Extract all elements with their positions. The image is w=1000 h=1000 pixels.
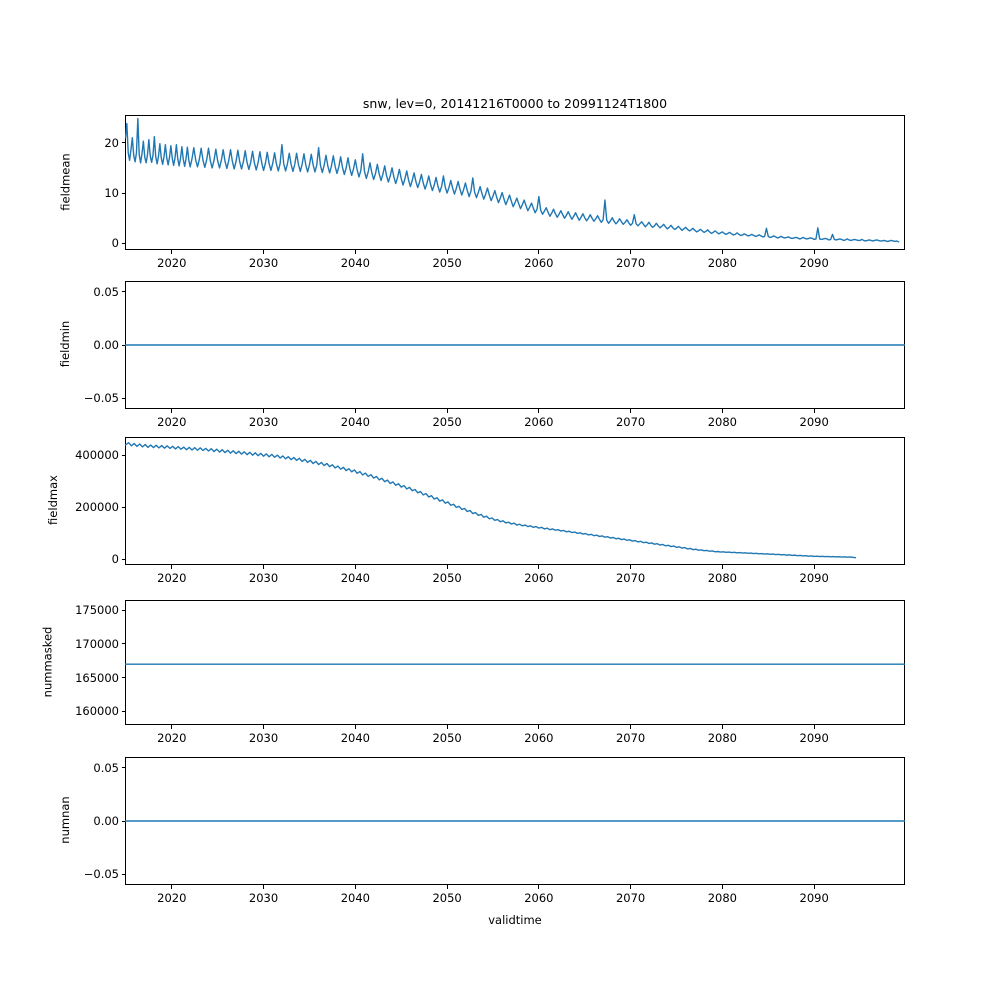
y-tick-mark: [122, 821, 126, 822]
y-tick-label: −0.05: [83, 391, 119, 406]
y-tick-mark: [122, 142, 126, 143]
data-line-numnan: [125, 757, 905, 885]
x-tick-label: 2090: [799, 415, 829, 429]
subplot-nummasked: [40, 600, 905, 745]
y-tick-label: 175000: [75, 603, 119, 618]
x-tick-label: 2060: [524, 256, 554, 270]
figure-title: snw, lev=0, 20141216T0000 to 20991124T1800: [362, 96, 668, 111]
y-tick-label: 200000: [75, 500, 119, 515]
x-tick-mark: [263, 409, 264, 413]
x-tick-mark: [722, 409, 723, 413]
subplot-fieldmin: [58, 281, 905, 429]
y-tick-mark: [122, 559, 126, 560]
x-tick-mark: [355, 885, 356, 889]
x-tick-mark: [263, 565, 264, 569]
x-tick-mark: [447, 565, 448, 569]
x-tick-label: 2060: [524, 731, 554, 745]
x-tick-label: 2050: [432, 415, 462, 429]
x-tick-mark: [814, 409, 815, 413]
y-axis-label: numnan: [58, 796, 72, 844]
x-tick-mark: [814, 885, 815, 889]
x-tick-mark: [722, 250, 723, 254]
y-tick-label: 0: [111, 236, 119, 251]
x-tick-label: 2070: [615, 571, 646, 585]
x-tick-label: 2040: [340, 571, 370, 585]
x-tick-mark: [447, 885, 448, 889]
x-tick-label: 2070: [615, 731, 646, 745]
x-tick-mark: [447, 409, 448, 413]
x-tick-label: 2020: [157, 731, 187, 745]
y-tick-mark: [122, 610, 126, 611]
x-tick-label: 2050: [432, 256, 462, 270]
y-tick-label: 20: [104, 135, 119, 150]
subplot-fieldmean: [58, 115, 905, 270]
x-axis-label: validtime: [488, 913, 542, 927]
x-tick-label: 2040: [340, 731, 370, 745]
y-tick-mark: [122, 874, 126, 875]
y-tick-label: 0.05: [93, 284, 119, 299]
subplot-numnan: [58, 757, 905, 927]
x-tick-label: 2020: [157, 256, 187, 270]
x-tick-mark: [263, 250, 264, 254]
data-line-fieldmax: [125, 437, 905, 565]
x-tick-label: 2070: [615, 415, 646, 429]
y-tick-mark: [122, 455, 126, 456]
x-tick-mark: [355, 250, 356, 254]
x-tick-mark: [630, 565, 631, 569]
x-tick-mark: [171, 885, 172, 889]
y-tick-label: 0: [111, 552, 119, 567]
y-tick-mark: [122, 291, 126, 292]
x-tick-mark: [722, 885, 723, 889]
x-tick-label: 2060: [524, 891, 554, 905]
y-axis-label: fieldmax: [46, 475, 60, 525]
y-tick-label: 0.05: [93, 760, 119, 775]
y-tick-label: 160000: [75, 704, 119, 719]
y-axis-label: fieldmean: [58, 152, 72, 211]
subplot-fieldmax: [46, 437, 905, 585]
y-tick-mark: [122, 243, 126, 244]
x-tick-label: 2090: [799, 731, 829, 745]
x-tick-label: 2090: [799, 891, 829, 905]
x-tick-label: 2030: [248, 415, 279, 429]
x-tick-mark: [171, 725, 172, 729]
x-tick-label: 2030: [248, 731, 279, 745]
y-tick-mark: [122, 677, 126, 678]
x-tick-mark: [630, 409, 631, 413]
x-tick-mark: [814, 725, 815, 729]
y-tick-label: 165000: [75, 670, 119, 685]
data-line-fieldmin: [125, 281, 905, 409]
x-tick-mark: [355, 725, 356, 729]
x-tick-label: 2040: [340, 415, 370, 429]
x-tick-label: 2080: [707, 891, 738, 905]
x-tick-label: 2030: [248, 891, 279, 905]
x-tick-mark: [263, 725, 264, 729]
y-tick-mark: [122, 643, 126, 644]
x-tick-label: 2080: [707, 256, 738, 270]
x-tick-label: 2070: [615, 891, 646, 905]
x-tick-label: 2080: [707, 731, 738, 745]
y-tick-mark: [122, 767, 126, 768]
x-tick-label: 2080: [707, 415, 738, 429]
x-tick-mark: [538, 885, 539, 889]
x-tick-mark: [263, 885, 264, 889]
x-tick-label: 2080: [707, 571, 738, 585]
y-axis-label: nummasked: [40, 626, 54, 697]
y-tick-mark: [122, 507, 126, 508]
x-tick-mark: [447, 250, 448, 254]
data-line-nummasked: [125, 600, 905, 725]
x-tick-label: 2030: [248, 571, 279, 585]
x-tick-label: 2020: [157, 571, 187, 585]
x-tick-mark: [814, 565, 815, 569]
y-tick-label: −0.05: [83, 867, 119, 882]
y-tick-mark: [122, 711, 126, 712]
x-tick-mark: [171, 409, 172, 413]
y-tick-label: 10: [104, 186, 119, 201]
x-tick-mark: [171, 565, 172, 569]
y-tick-label: 0.00: [93, 814, 119, 828]
x-tick-mark: [630, 250, 631, 254]
x-tick-label: 2050: [432, 891, 462, 905]
y-tick-mark: [122, 193, 126, 194]
x-tick-mark: [355, 565, 356, 569]
y-tick-label: 170000: [75, 636, 119, 651]
y-tick-mark: [122, 398, 126, 399]
x-tick-label: 2040: [340, 891, 370, 905]
x-tick-label: 2090: [799, 256, 829, 270]
x-tick-mark: [171, 250, 172, 254]
x-tick-label: 2030: [248, 256, 279, 270]
x-tick-mark: [538, 725, 539, 729]
x-tick-mark: [630, 885, 631, 889]
x-tick-label: 2020: [157, 891, 187, 905]
x-tick-mark: [814, 250, 815, 254]
x-tick-label: 2060: [524, 415, 554, 429]
y-tick-label: 400000: [75, 448, 119, 463]
x-tick-mark: [538, 409, 539, 413]
x-tick-mark: [355, 409, 356, 413]
y-axis-label: fieldmin: [58, 320, 72, 368]
x-tick-label: 2070: [615, 256, 646, 270]
x-tick-label: 2040: [340, 256, 370, 270]
data-line-fieldmean: [125, 115, 905, 250]
x-tick-mark: [722, 565, 723, 569]
x-tick-label: 2090: [799, 571, 829, 585]
x-tick-label: 2060: [524, 571, 554, 585]
y-tick-label: 0.00: [93, 338, 119, 352]
x-tick-label: 2020: [157, 415, 187, 429]
x-tick-mark: [722, 725, 723, 729]
y-tick-mark: [122, 345, 126, 346]
x-tick-label: 2050: [432, 731, 462, 745]
x-tick-mark: [630, 725, 631, 729]
x-tick-mark: [538, 250, 539, 254]
x-tick-mark: [538, 565, 539, 569]
x-tick-label: 2050: [432, 571, 462, 585]
x-tick-mark: [447, 725, 448, 729]
